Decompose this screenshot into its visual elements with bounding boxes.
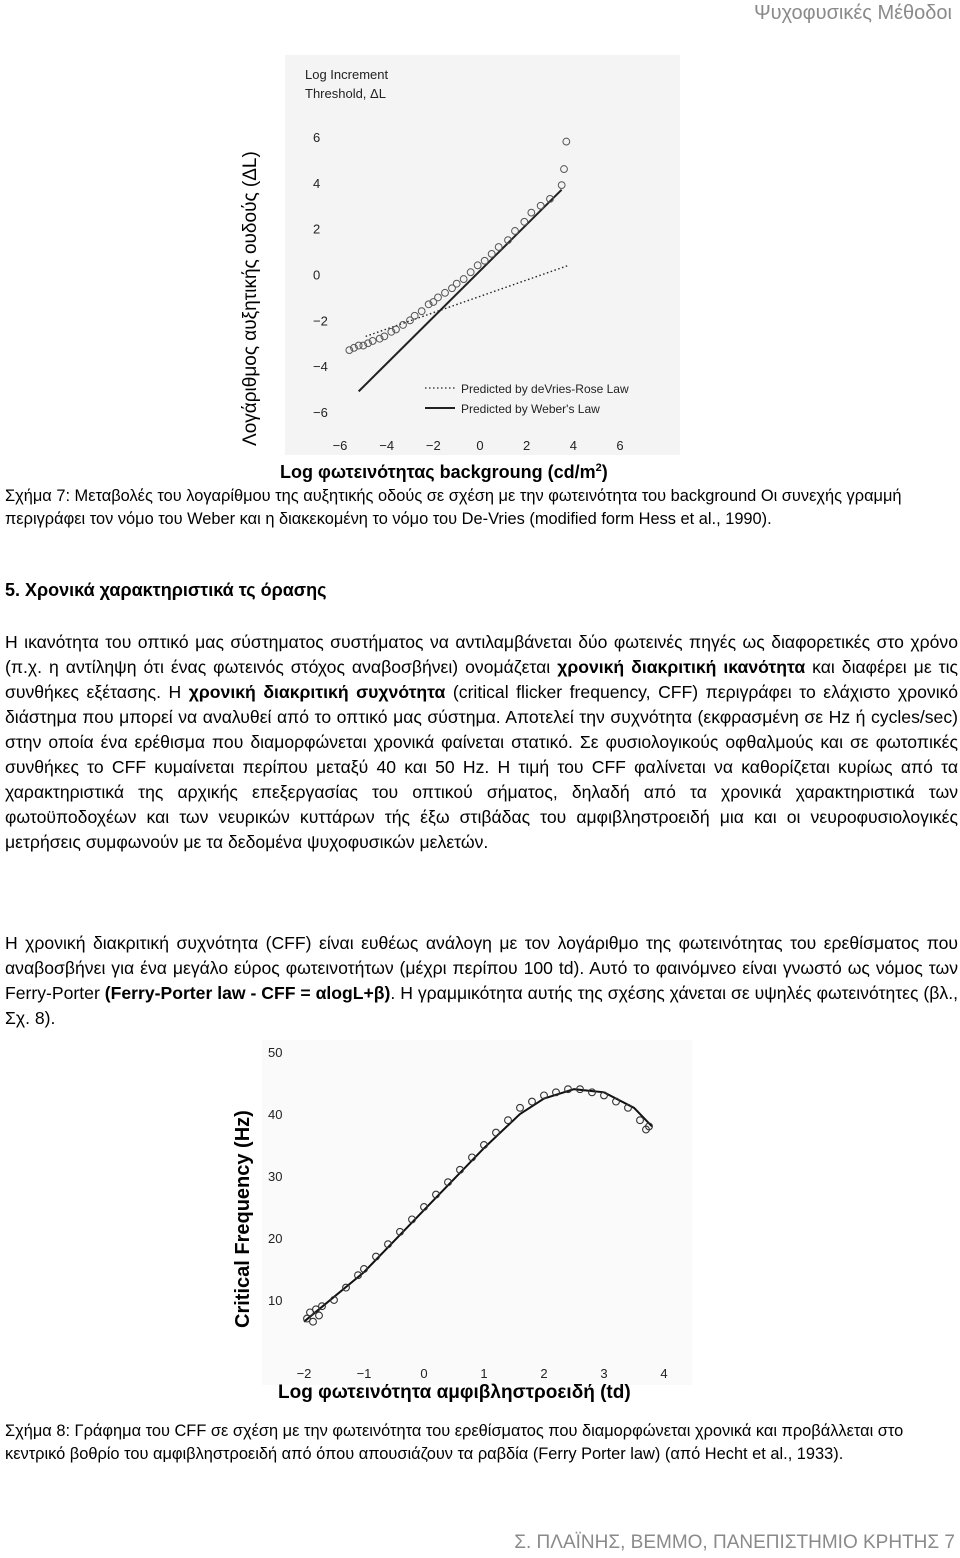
figure8-x-tick-label: 3 [600,1366,608,1381]
figure7-x-tick-label: −6 [332,438,348,453]
paragraph1-bold-2: χρονική διακριτική συχνότητα [188,682,446,702]
figure7-x-tick-label: −2 [425,438,441,453]
figure7-inner-ylabel-line1: Log Increment [305,67,389,82]
paragraph2-text-2: . Η γραμμικότητα αυτής της σχέσης χάνεται σε υψηλές φωτεινότητες (βλ., Σχ. 8). [5,983,958,1028]
page-header-title: Ψυχοφυσικές Μέθοδοι [753,2,952,24]
figure8-y-tick-label: 10 [268,1293,283,1308]
paragraph1-text-3: (critical flicker frequency, CFF) περιγράφει το ελάχιστο χρονικό διάστημα που μπορεί να αναλυθεί από το οπτικό μας σύστημα. Αποτελεί την συχνότητα (εκφρασμένη σε Hz ή cycles/sec) στην οποία ένα ερέθισμα που διαμορφώνεται χρονικά φαίνεται στατικό. Σε φυσιολογικούς οφθαλμούς και σε φωτοπικές συνθήκες το CFF κυμαίνεται περίπου μεταξύ 40 και 50 Hz. Η τιμή του CFF φαλίνεται να καθορίζεται κυρίως από τα χαρακτηριστικά της αρχικής επεξεργασίας του οπτικού σήματος, δηλαδή από τα χρονικά χαρακτηριστικά των φωτοϋποδοχέων και των νευρικών κυττάρων τής έξω στιβάδας του αμφιβληστροειδή μια και οι νευροφυσιολογικές μετρήσεις συμφωνούν με τα δεδομένα ψυχοφυσικών μελετών. [5,682,958,852]
figure8-y-tick-label: 50 [268,1045,283,1060]
section5-title: 5. Χρονικά χαρακτηριστικά τς όρασης [5,580,327,600]
figure8-chart [262,1040,692,1385]
figure7-x-tick-label: 2 [523,438,531,453]
figure7-chart [285,55,680,455]
figure7-y-tick-label: 2 [313,221,321,237]
figure7-x-tick-label: −4 [379,438,395,453]
paragraph2-text-1: Η χρονική διακριτική συχνότητα (CFF) είναι ευθέως ανάλογη με τον λογάριθμο της φωτεινότητας του ερεθίσματος που αναβοσβήνει για ένα μεγάλο εύρος φωτεινοτήτων (μέχρι περίπου 100 td). Αυτό το φαινόμνεο είναι γνωστό ως νόμος των Ferry-Porter [5,933,958,1003]
figure7-y-tick-label: −2 [313,313,328,329]
figure8-y-tick-label: 20 [268,1231,283,1246]
figure7-y-tick-label: 6 [313,130,321,145]
figure7-outer-ylabel: Λογάριθμος αυξητικής ουδούς (ΔL) [240,151,261,446]
figure8-outer-ylabel: Critical Frequency (Hz) [232,1110,254,1328]
figure8-outer-xlabel: Log φωτεινότητα αμφιβληστροειδή (td) [278,1382,631,1403]
figure7-legend-devries: Predicted by deVries-Rose Law [461,382,629,396]
figure7-xlabel-text: Log φωτεινότητας backgroung (cd/m [280,462,596,482]
page-footer: Σ. ΠΛΑΪΝΗΣ, ΒΕΜΜΟ, ΠΑΝΕΠΙΣΤΗΜΙΟ ΚΡΗΤΗΣ 7 [514,1532,955,1553]
figure8-x-tick-label: −1 [356,1366,372,1381]
paragraph1-bold-1: χρονική διακριτική ικανότητα [557,657,806,677]
paragraph1-text-2: και διαφέρει με τις συνθήκες εξέτασης. Η [5,657,958,702]
figure7-x-tick-label: 0 [476,438,484,453]
paragraph1-text-1: Η ικανότητα του οπτικό μας σύστηματος συστήματος να αντιλαμβάνεται δύο φωτεινές πηγές ως διαφορετικές στο χρόνο (π.χ. η αντίληψη ότι ένας φωτεινός στόχος αναβοσβήνει) ονομάζεται [5,632,958,677]
figure7-xlabel-sup: 2 [595,462,602,474]
figure8-y-tick-label: 40 [268,1107,283,1122]
figure8-x-tick-label: 4 [660,1366,668,1381]
figure7-x-tick-label: 6 [616,438,624,453]
figure7-y-tick-label: 0 [313,267,321,283]
figure8-y-tick-label: 30 [268,1169,283,1184]
figure8-x-tick-label: 1 [480,1366,488,1381]
figure7-inner-ylabel-line2: Threshold, ΔL [305,86,386,101]
paragraph-ferry-porter [5,931,958,1031]
figure7-outer-xlabel [280,462,608,483]
figure7-legend-weber: Predicted by Weber's Law [461,402,600,416]
figure8-x-tick-label: −2 [296,1366,312,1381]
figure8-caption: Σχήμα 8: Γράφημα του CFF σε σχέση με την φωτεινότητα του ερεθίσματος που διαμορφώνεται χρονικά και προβάλλεται στο κεντρικό βοθρίο του αμφιβληστροειδή από όπου απουσιάζουν τα ραβδία (Ferry Porter law) (από Hecht et al., 1933). [5,1422,904,1463]
figure7-y-tick-label: 4 [313,175,321,191]
paragraph-temporal-resolution [5,630,958,855]
figure8-x-tick-label: 2 [540,1366,548,1381]
paragraph2-bold-1: (Ferry-Porter law - CFF = αlogL+β) [104,983,391,1003]
figure7-caption: Σχήμα 7: Μεταβολές του λογαρίθμου της αυξητικής οδούς σε σχέση με την φωτεινότητα του background Οι συνεχής γραμμή περιγράφει τον νόμο του Weber και η διακεκομένη το νόμο του De-Vries (modified form Hess et al., 1990). [5,487,902,528]
figure8-x-tick-label: 0 [420,1366,428,1381]
figure7-xlabel-close: ) [601,462,608,482]
figure7-y-tick-label: −4 [313,359,328,375]
figure7-x-tick-label: 4 [569,438,577,453]
figure7-y-tick-label: −6 [313,405,328,420]
